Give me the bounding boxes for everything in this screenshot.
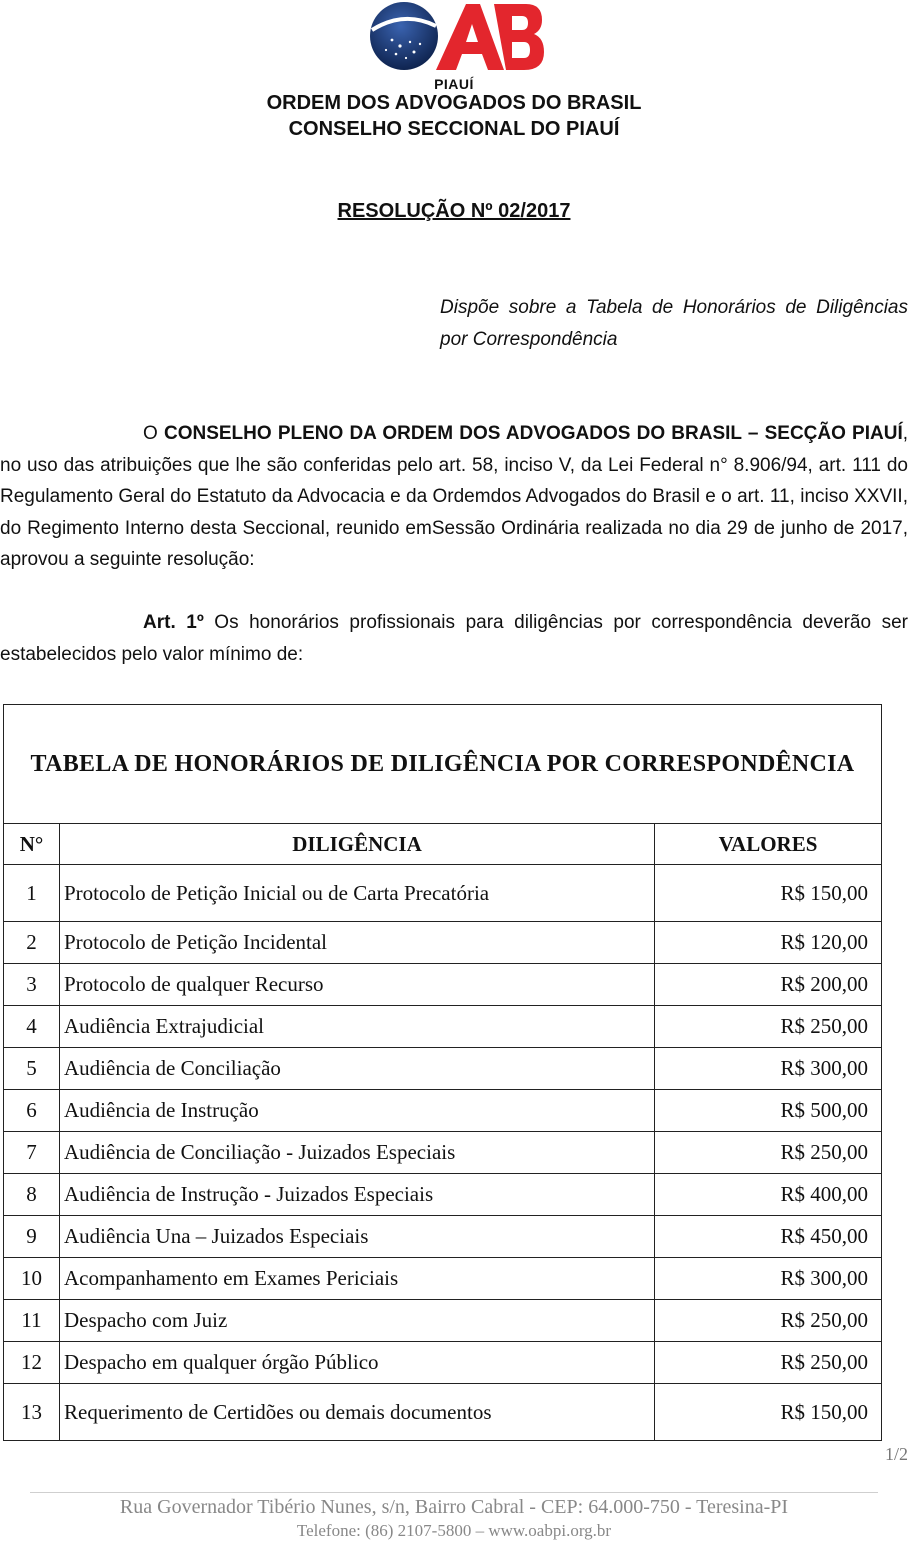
footer-divider — [30, 1492, 878, 1493]
header-valores: VALORES — [655, 824, 882, 865]
row-diligencia: Protocolo de Petição Incidental — [60, 922, 655, 964]
row-diligencia: Audiência de Conciliação - Juizados Especiais — [60, 1132, 655, 1174]
row-valor: R$ 150,00 — [655, 1384, 882, 1441]
resolution-title-text: RESOLUÇÃO Nº 02/2017 — [337, 200, 571, 222]
row-valor: R$ 500,00 — [655, 1090, 882, 1132]
org-name: ORDEM DOS ADVOGADOS DO BRASIL — [266, 92, 642, 114]
row-valor: R$ 250,00 — [655, 1132, 882, 1174]
row-num: 12 — [4, 1342, 60, 1384]
oab-emblem-icon — [366, 0, 544, 78]
row-num: 5 — [4, 1048, 60, 1090]
row-diligencia: Acompanhamento em Exames Periciais — [60, 1258, 655, 1300]
row-diligencia: Audiência de Instrução — [60, 1090, 655, 1132]
row-num: 6 — [4, 1090, 60, 1132]
table-row — [4, 1006, 882, 1048]
row-num: 10 — [4, 1258, 60, 1300]
row-diligencia: Audiência de Instrução - Juizados Especiais — [60, 1174, 655, 1216]
row-valor: R$ 250,00 — [655, 1300, 882, 1342]
council-name: CONSELHO SECCIONAL DO PIAUÍ — [288, 118, 620, 140]
table-row — [4, 1216, 882, 1258]
row-diligencia: Requerimento de Certidões ou demais documentos — [60, 1384, 655, 1441]
row-num: 11 — [4, 1300, 60, 1342]
oab-logo — [366, 0, 544, 78]
header-diligencia: DILIGÊNCIA — [60, 824, 655, 865]
row-valor: R$ 150,00 — [655, 865, 882, 922]
row-valor: R$ 300,00 — [655, 1258, 882, 1300]
table-row — [4, 1342, 882, 1384]
article-1-paragraph — [0, 607, 908, 670]
header-num: N° — [4, 824, 60, 865]
table-row — [4, 1132, 882, 1174]
table-row — [4, 1048, 882, 1090]
table-row — [4, 1300, 882, 1342]
table-row — [4, 922, 882, 964]
row-valor: R$ 300,00 — [655, 1048, 882, 1090]
row-diligencia: Audiência de Conciliação — [60, 1048, 655, 1090]
row-num: 9 — [4, 1216, 60, 1258]
council-bold: CONSELHO PLENO DA ORDEM DOS ADVOGADOS DO BRASIL – SECÇÃO PIAUÍ — [163, 423, 903, 444]
row-num: 4 — [4, 1006, 60, 1048]
row-diligencia: Despacho em qualquer órgão Público — [60, 1342, 655, 1384]
preamble-paragraph — [0, 418, 908, 576]
row-valor: R$ 200,00 — [655, 964, 882, 1006]
row-num: 3 — [4, 964, 60, 1006]
row-valor: R$ 250,00 — [655, 1006, 882, 1048]
preamble-body: , no uso das atribuições que lhe são conferidas pelo art. 58, inciso V, da Lei Federal n° 8.906/94, art. 111 do Regulamento Geral do Estatuto da Advocacia e da Ordemdos Advogados do Brasil e o art. 11, inciso XXVII, do Regimento Interno desta Seccional, reunido emSessão Ordinária realizada no dia 29 de junho de 2017, aprovou a seguinte resolução: — [0, 423, 908, 570]
logo-state-label: PIAUÍ — [434, 76, 474, 92]
table-row — [4, 865, 882, 922]
row-diligencia: Audiência Una – Juizados Especiais — [60, 1216, 655, 1258]
row-num: 8 — [4, 1174, 60, 1216]
row-num: 2 — [4, 922, 60, 964]
preamble-lead: O — [143, 423, 158, 444]
row-valor: R$ 250,00 — [655, 1342, 882, 1384]
table-row — [4, 964, 882, 1006]
row-diligencia: Audiência Extrajudicial — [60, 1006, 655, 1048]
page-number: 1/2 — [884, 1444, 908, 1464]
table-caption: TABELA DE HONORÁRIOS DE DILIGÊNCIA POR CORRESPONDÊNCIA — [4, 705, 882, 824]
fees-table — [3, 704, 882, 1441]
ementa: Dispõe sobre a Tabela de Honorários de Diligências por Correspondência — [440, 297, 908, 350]
article-1-label: Art. 1º — [143, 612, 204, 633]
row-diligencia: Despacho com Juiz — [60, 1300, 655, 1342]
table-row — [4, 1174, 882, 1216]
row-num: 13 — [4, 1384, 60, 1441]
row-valor: R$ 450,00 — [655, 1216, 882, 1258]
table-row — [4, 1090, 882, 1132]
table-row — [4, 1258, 882, 1300]
row-num: 7 — [4, 1132, 60, 1174]
row-num: 1 — [4, 865, 60, 922]
resolution-title — [0, 200, 908, 223]
footer-contact: Telefone: (86) 2107-5800 – www.oabpi.org.br — [296, 1521, 612, 1540]
row-valor: R$ 400,00 — [655, 1174, 882, 1216]
footer-address: Rua Governador Tibério Nunes, s/n, Bairro Cabral - CEP: 64.000-750 - Teresina-PI — [119, 1496, 789, 1518]
table-row — [4, 1384, 882, 1441]
table-header-row — [4, 824, 882, 865]
row-valor: R$ 120,00 — [655, 922, 882, 964]
row-diligencia: Protocolo de qualquer Recurso — [60, 964, 655, 1006]
article-1-text: Os honorários profissionais para diligências por correspondência deverão ser estabelecidos pelo valor mínimo de: — [0, 612, 908, 665]
row-diligencia: Protocolo de Petição Inicial ou de Carta Precatória — [60, 865, 655, 922]
